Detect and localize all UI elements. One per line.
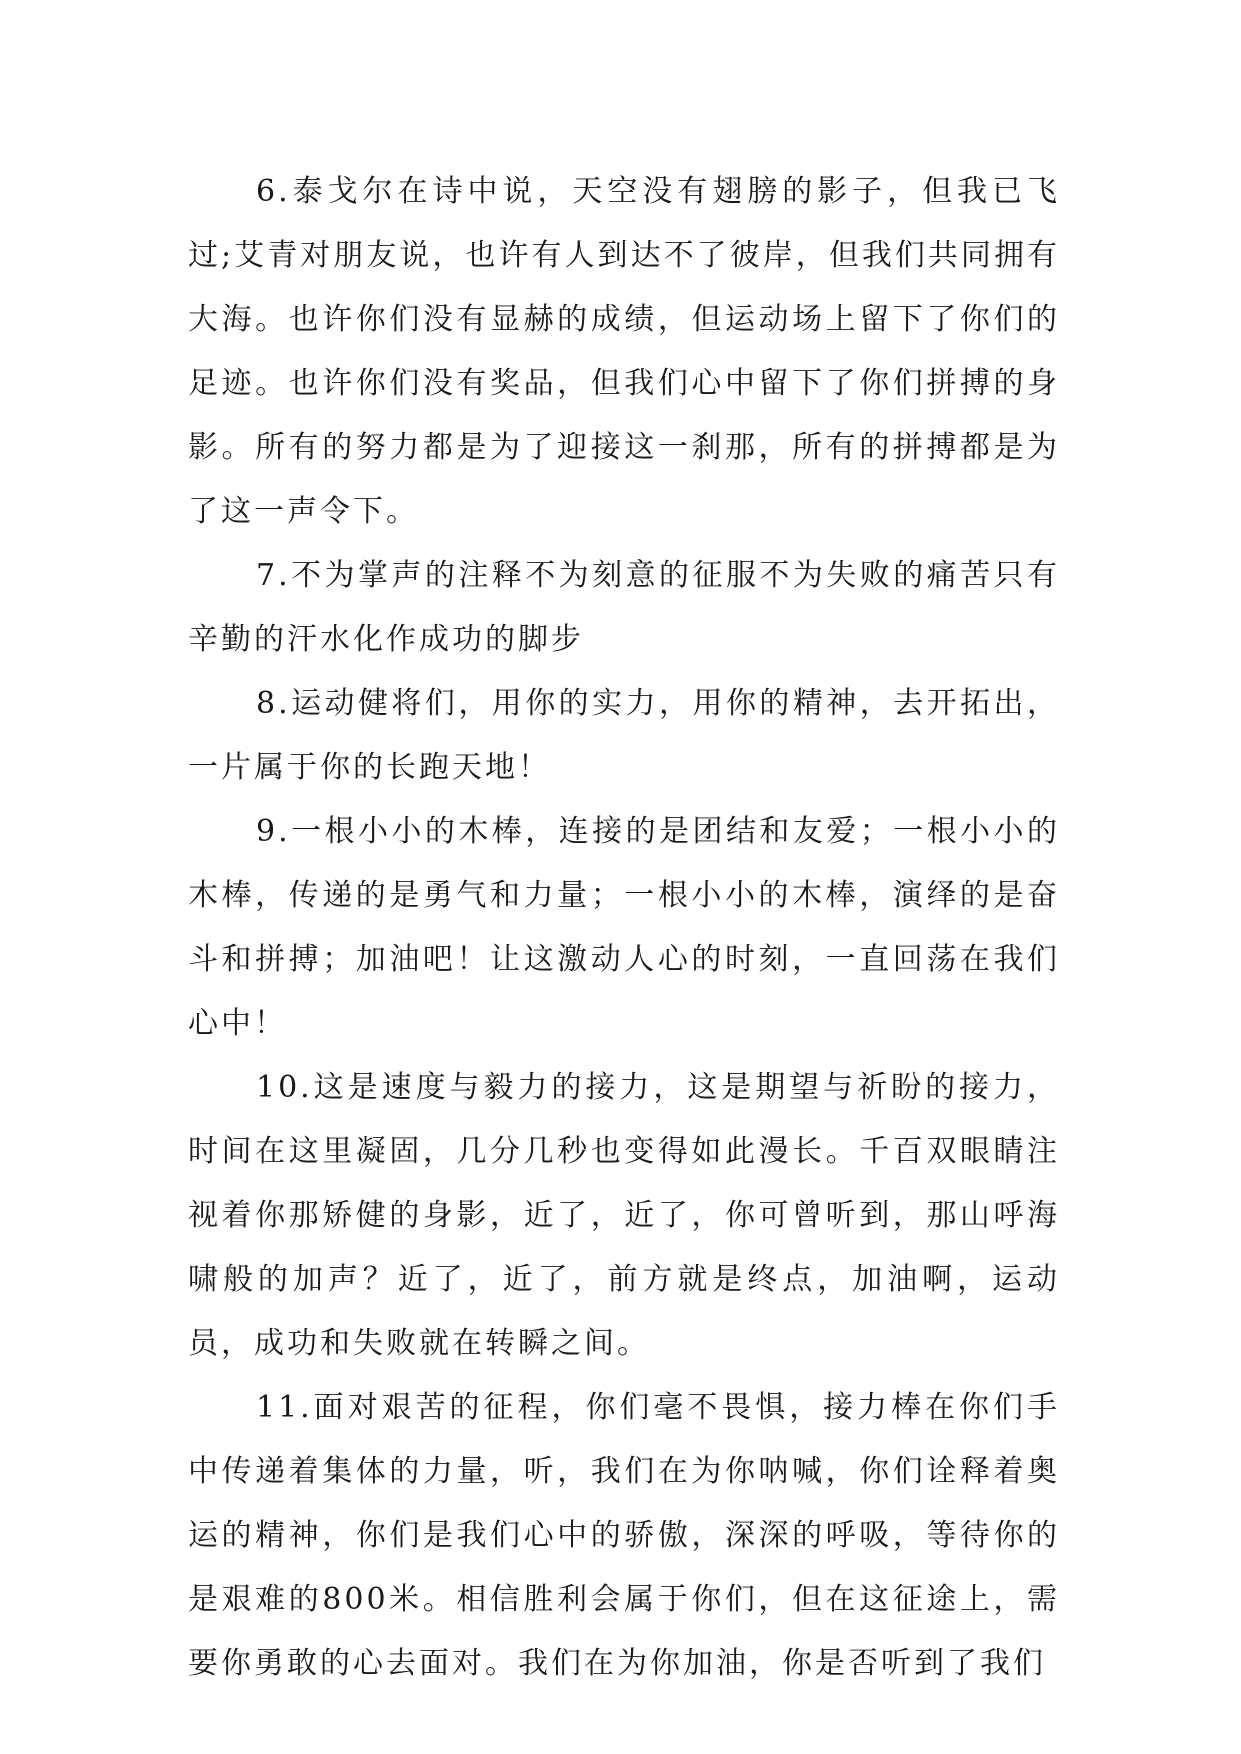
document-body (188, 160, 1060, 1696)
paragraph-10: 10.这是速度与毅力的接力，这是期望与祈盼的接力，时间在这里凝固，几分几秒也变得如此漫长。千百双眼睛注视着你那矫健的身影，近了，近了，你可曾听到，那山呼海啸般的加声？近了，近了，前方就是终点，加油啊，运动员，成功和失败就在转瞬之间。 (188, 1070, 1060, 1361)
paragraph-6: 6.泰戈尔在诗中说，天空没有翅膀的影子，但我已飞过;艾青对朋友说，也许有人到达不了彼岸，但我们共同拥有大海。也许你们没有显赫的成绩，但运动场上留下了你们的足迹。也许你们没有奖品，但我们心中留下了你们拼搏的身影。所有的努力都是为了迎接这一刹那，所有的拼搏都是为了这一声令下。 (188, 174, 1060, 529)
paragraph-11: 11.面对艰苦的征程，你们毫不畏惧，接力棒在你们手中传递着集体的力量，听，我们在为你呐喊，你们诠释着奥运的精神，你们是我们心中的骄傲，深深的呼吸，等待你的是艰难的800米。相信胜利会属于你们，但在这征途上，需要你勇敢的心去面对。我们在为你加油，你是否听到了我们 (188, 1390, 1060, 1681)
paragraph-7: 7.不为掌声的注释不为刻意的征服不为失败的痛苦只有辛勤的汗水化作成功的脚步 (188, 558, 1060, 657)
paragraph-9: 9.一根小小的木棒，连接的是团结和友爱；一根小小的木棒，传递的是勇气和力量；一根小小的木棒，演绎的是奋斗和拼搏；加油吧！让这激动人心的时刻，一直回荡在我们心中！ (188, 814, 1060, 1041)
paragraph-8: 8.运动健将们，用你的实力，用你的精神，去开拓出，一片属于你的长跑天地！ (188, 686, 1060, 785)
